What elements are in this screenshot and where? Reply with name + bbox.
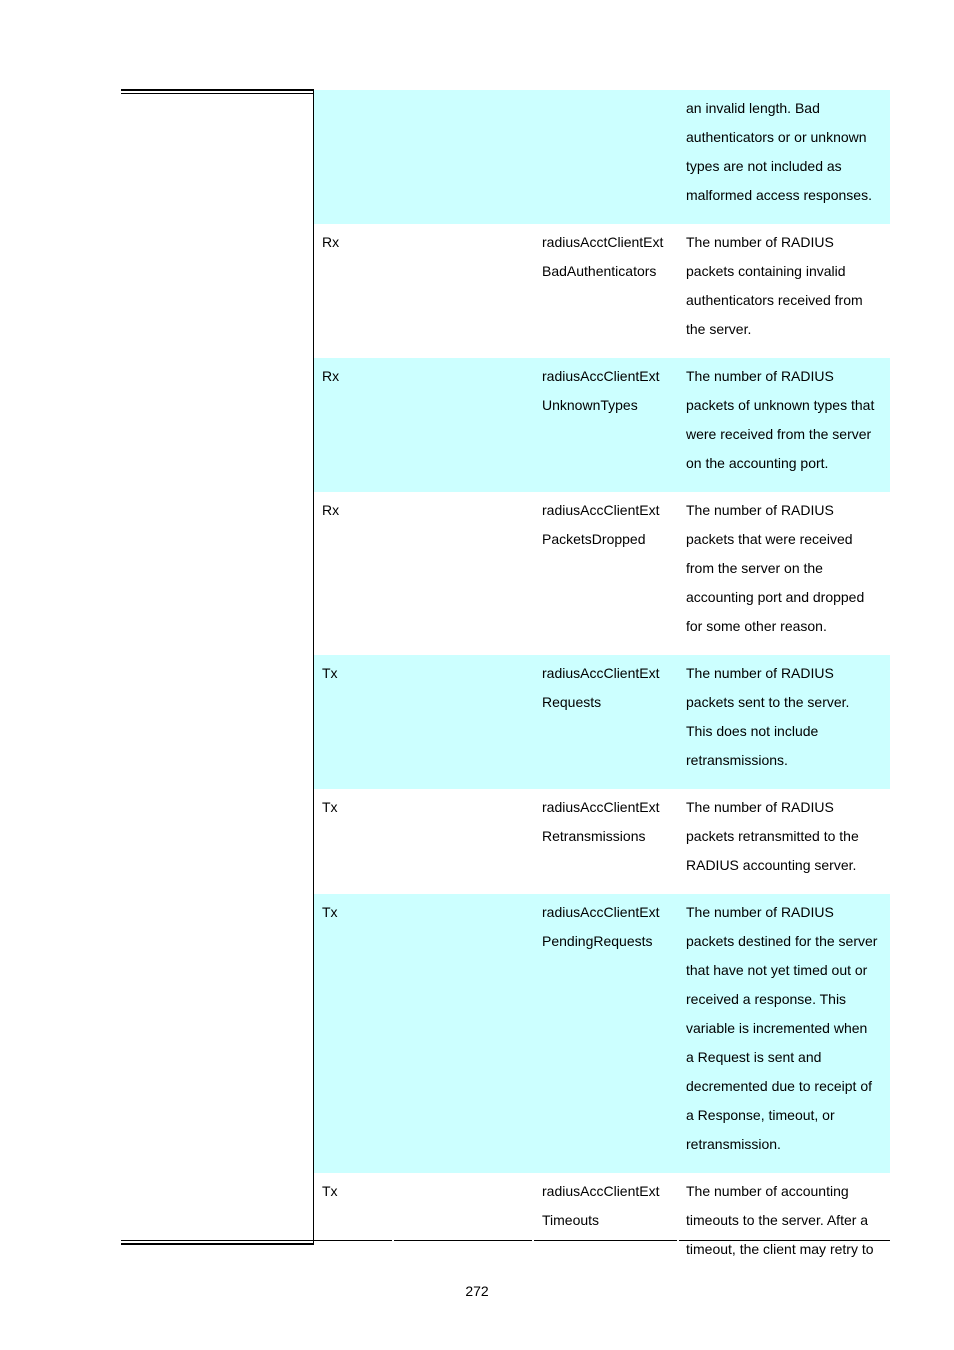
table-bottom-rule	[121, 1240, 314, 1245]
description-line: The number of RADIUS	[686, 234, 834, 250]
table-bottom-line	[534, 1240, 677, 1241]
description-line: This does not include	[686, 723, 819, 739]
object-name-line: PendingRequests	[542, 933, 653, 949]
description-line: variable is incremented when	[686, 1020, 868, 1036]
object-name-cell	[534, 90, 678, 224]
object-name-cell	[534, 492, 678, 655]
object-name-line: UnknownTypes	[542, 397, 638, 413]
object-name-line: BadAuthenticators	[542, 263, 657, 279]
direction-cell	[314, 224, 534, 358]
object-name-line: radiusAccClientExt	[542, 904, 660, 920]
object-name-line: radiusAccClientExt	[542, 368, 660, 384]
description-line: on the accounting port.	[686, 455, 829, 471]
description-cell	[678, 224, 890, 358]
description-cell	[678, 894, 890, 1173]
object-name-cell	[534, 655, 678, 789]
description-line: accounting port and dropped	[686, 589, 865, 605]
direction-text: Tx	[322, 904, 338, 920]
description-line: retransmission.	[686, 1136, 781, 1152]
object-name-line: radiusAccClientExt	[542, 502, 660, 518]
object-name-line: radiusAccClientExt	[542, 665, 660, 681]
direction-cell	[314, 90, 534, 224]
description-line: a Response, timeout, or	[686, 1107, 835, 1123]
direction-cell	[314, 789, 534, 894]
description-line: The number of RADIUS	[686, 799, 834, 815]
table-row	[314, 1173, 890, 1278]
description-line: the server.	[686, 321, 752, 337]
description-line: decremented due to receipt of	[686, 1078, 873, 1094]
direction-text: Tx	[322, 799, 338, 815]
description-line: The number of RADIUS	[686, 904, 834, 920]
table-bottom-line	[679, 1240, 890, 1241]
table-bottom-line	[314, 1240, 392, 1241]
description-line: timeouts to the server. After a	[686, 1212, 869, 1228]
description-line: authenticators received from	[686, 292, 863, 308]
description-cell	[678, 655, 890, 789]
object-name-cell	[534, 789, 678, 894]
object-name-line: radiusAccClientExt	[542, 799, 660, 815]
description-line: from the server on the	[686, 560, 823, 576]
table-row	[314, 90, 890, 224]
page-number: 272	[465, 1283, 489, 1299]
description-line: The number of accounting	[686, 1183, 849, 1199]
description-line: were received from the server	[686, 426, 872, 442]
table-row	[314, 224, 890, 358]
description-line: packets retransmitted to the	[686, 828, 859, 844]
description-line: received a response. This	[686, 991, 847, 1007]
object-name-line: Timeouts	[542, 1212, 600, 1228]
direction-cell	[314, 894, 534, 1173]
description-cell	[678, 789, 890, 894]
object-name-line: radiusAcctClientExt	[542, 234, 664, 250]
description-line: packets destined for the server	[686, 933, 878, 949]
object-name-line: Retransmissions	[542, 828, 646, 844]
direction-text: Rx	[322, 502, 340, 518]
object-name-cell	[534, 894, 678, 1173]
description-line: packets sent to the server.	[686, 694, 850, 710]
description-line: malformed access responses.	[686, 187, 872, 203]
table-row	[314, 492, 890, 655]
description-line: authenticators or or unknown	[686, 129, 867, 145]
table-row	[314, 655, 890, 789]
object-name-cell	[534, 358, 678, 492]
object-name-cell	[534, 1173, 678, 1278]
direction-cell	[314, 1173, 534, 1278]
object-name-line: radiusAccClientExt	[542, 1183, 660, 1199]
description-line: a Request is sent and	[686, 1049, 822, 1065]
description-line: The number of RADIUS	[686, 665, 834, 681]
description-line: RADIUS accounting server.	[686, 857, 857, 873]
description-line: The number of RADIUS	[686, 368, 834, 384]
statistics-table	[314, 90, 890, 1257]
direction-text: Tx	[322, 1183, 338, 1199]
description-line: packets that were received	[686, 531, 853, 547]
direction-cell	[314, 492, 534, 655]
description-line: packets containing invalid	[686, 263, 846, 279]
direction-cell	[314, 655, 534, 789]
description-line: retransmissions.	[686, 752, 788, 768]
description-line: types are not included as	[686, 158, 842, 174]
table-row	[314, 789, 890, 894]
description-line: for some other reason.	[686, 618, 827, 634]
description-line: that have not yet timed out or	[686, 962, 868, 978]
description-cell	[678, 358, 890, 492]
table-row	[314, 894, 890, 1173]
description-line: The number of RADIUS	[686, 502, 834, 518]
description-line: timeout, the client may retry to	[686, 1241, 874, 1257]
description-cell	[678, 492, 890, 655]
table-top-rule	[121, 89, 314, 94]
direction-cell	[314, 358, 534, 492]
direction-text: Rx	[322, 368, 340, 384]
description-line: packets of unknown types that	[686, 397, 875, 413]
object-name-cell	[534, 224, 678, 358]
description-line: an invalid length. Bad	[686, 100, 820, 116]
table-row	[314, 358, 890, 492]
object-name-line: Requests	[542, 694, 602, 710]
direction-text: Tx	[322, 665, 338, 681]
direction-text: Rx	[322, 234, 340, 250]
description-cell	[678, 90, 890, 224]
description-cell	[678, 1173, 890, 1278]
object-name-line: PacketsDropped	[542, 531, 646, 547]
table-bottom-line	[394, 1240, 532, 1241]
